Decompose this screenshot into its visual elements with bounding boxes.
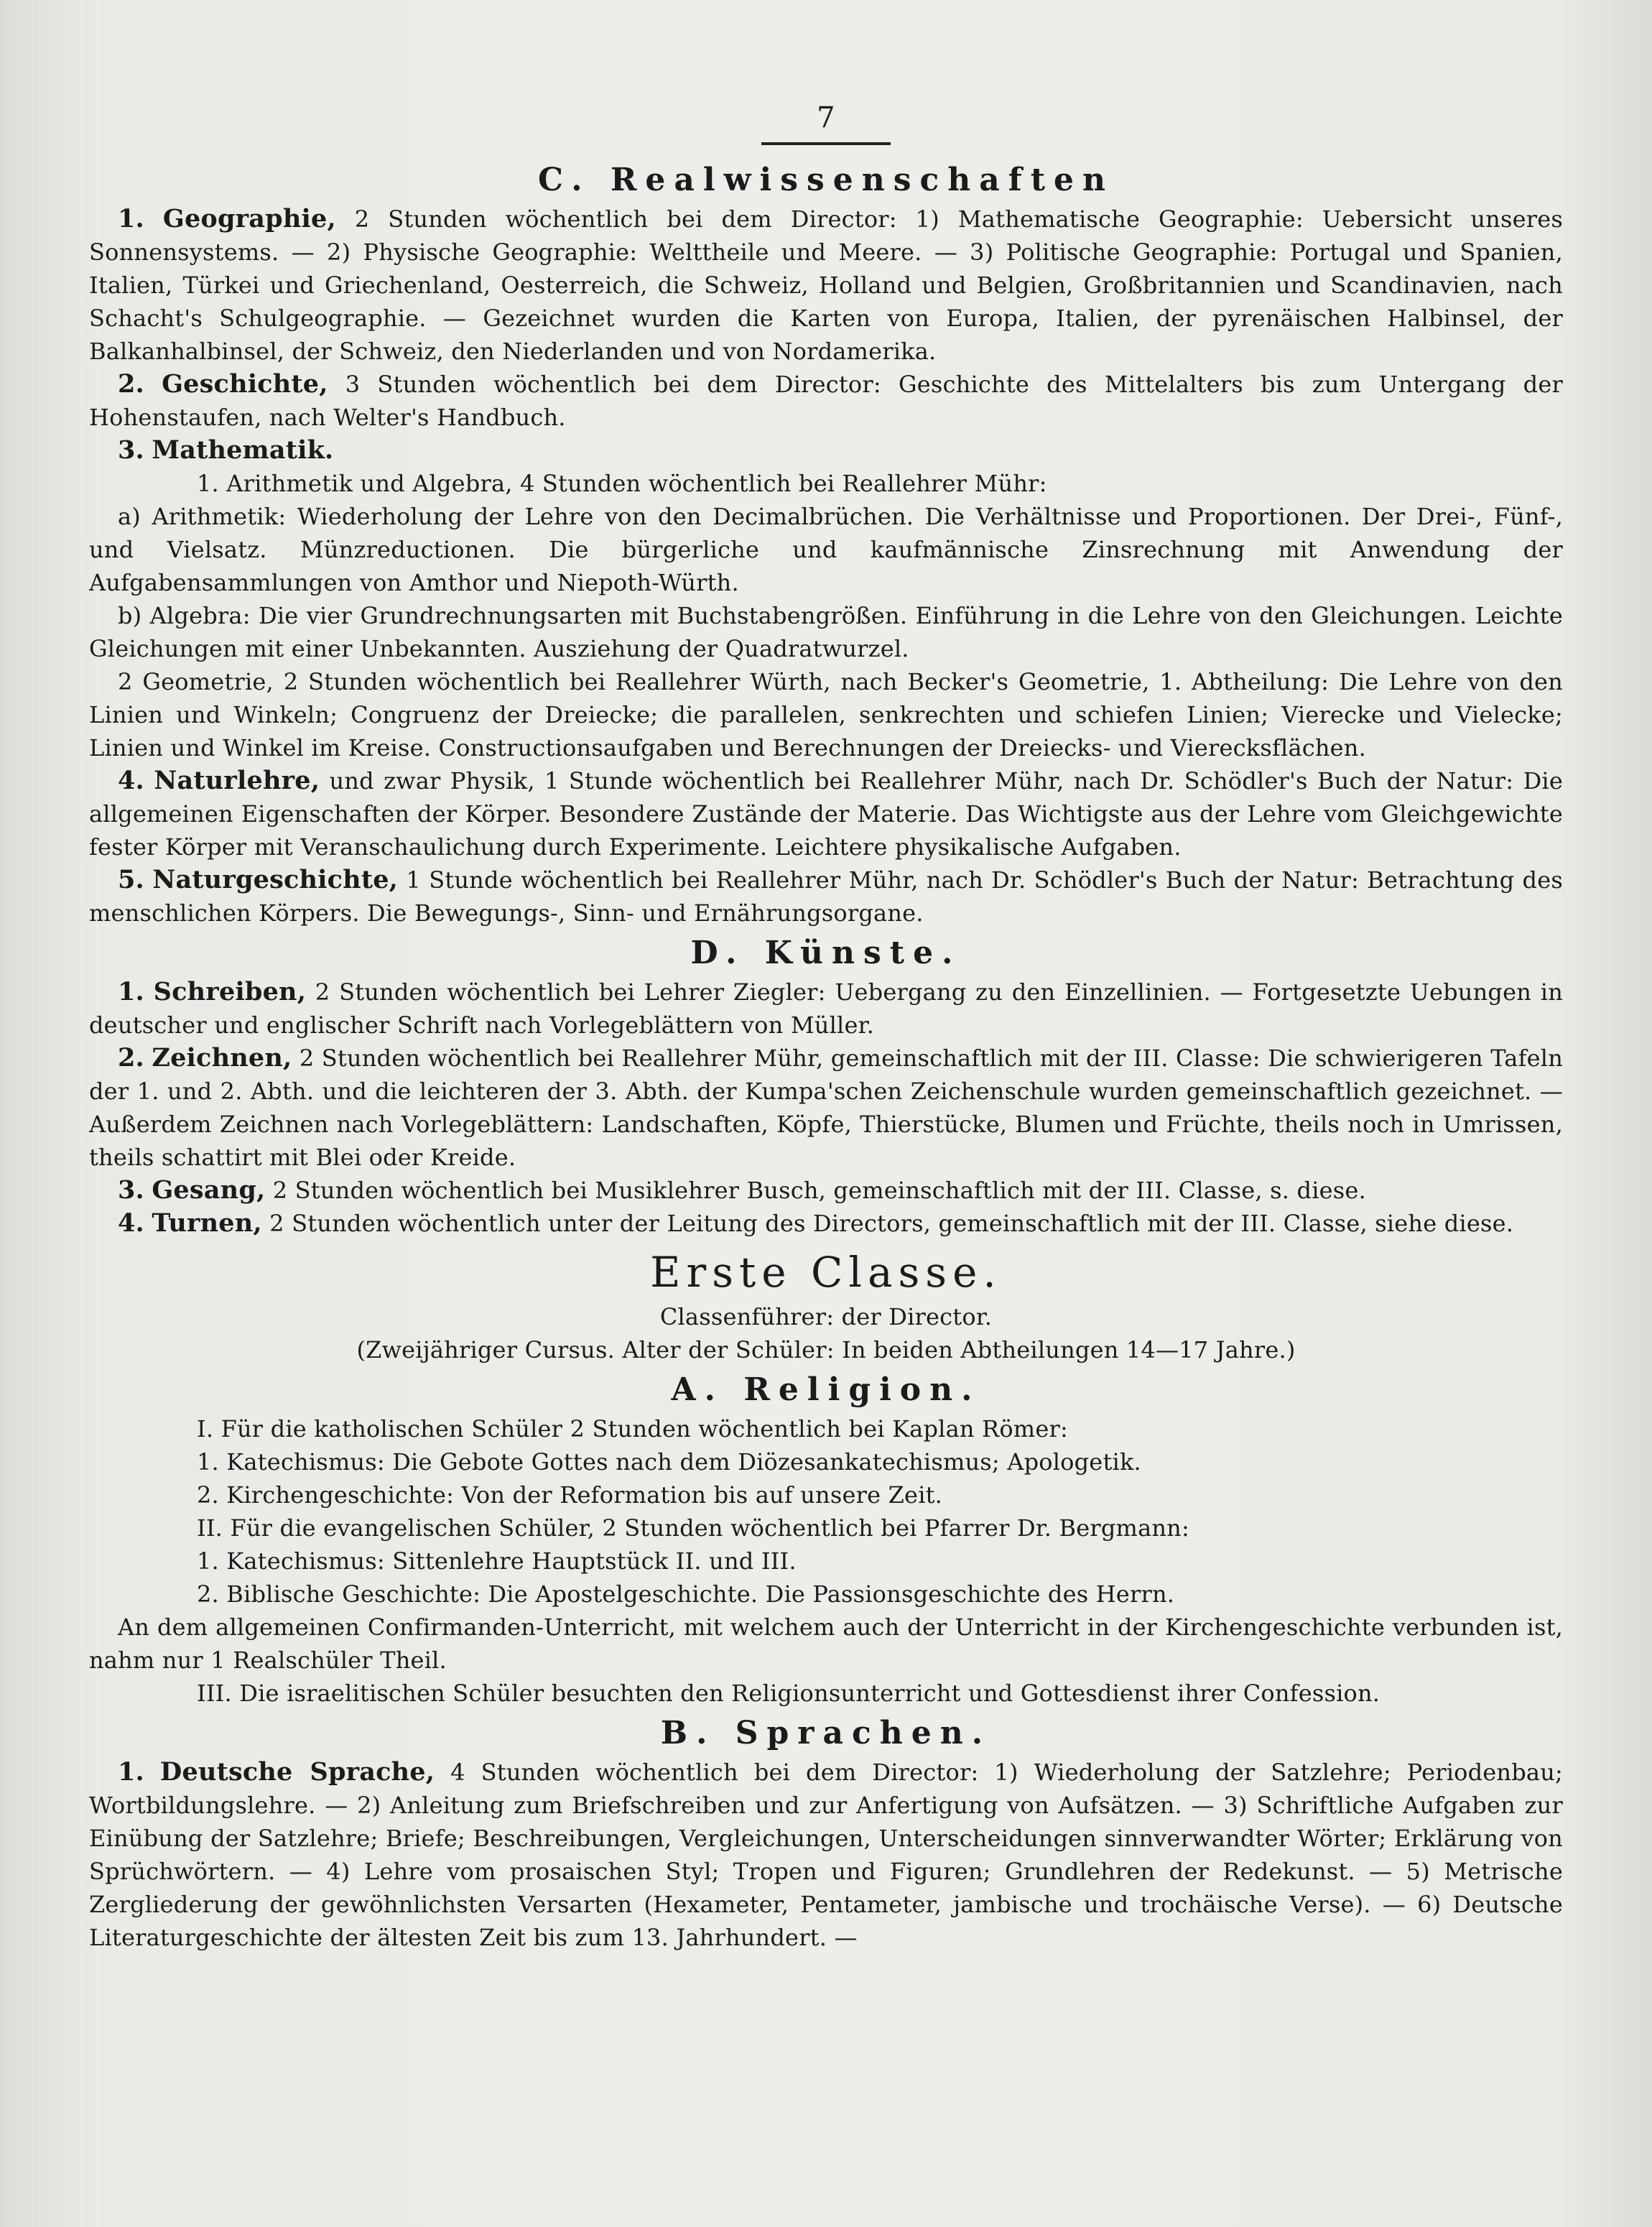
paragraph-text: 2 Stunden wöchentlich bei Musiklehrer Busch, gemeinschaftlich mit der III. Classe, s. diese. xyxy=(265,1177,1366,1204)
subject-title: Zeichnen, xyxy=(152,1043,292,1073)
paragraph xyxy=(89,1511,1563,1545)
item-number: 3. xyxy=(118,435,144,465)
paragraph xyxy=(89,1412,1563,1445)
paragraph-text: 2 Stunden wöchentlich bei dem Director: 1) Mathematische Geographie: Uebersicht unseres Sonnensystems. — 2) Physische Geographie: Welttheile und Meere. — 3) Politische Geographie: Portugal und Spanien, Italien, Türkei und Griechenland, Oesterreich, die Schweiz, Holland und Belgien, Großbritannien und Scandinavien, nach Schacht's Schulgeographie. — Gezeichnet wurden die Karten von Europa, Italien, der pyrenäischen Halbinsel, der Balkanhalbinsel, der Schweiz, den Niederlanden und von Nordamerika. xyxy=(89,205,1563,365)
paragraph xyxy=(89,1545,1563,1578)
subject-title: Mathematik. xyxy=(152,435,334,465)
section-heading: D. Künste. xyxy=(690,935,962,971)
paragraph xyxy=(89,665,1563,764)
paragraph xyxy=(89,1207,1563,1240)
paragraph-text: 2 Stunden wöchentlich unter der Leitung des Directors, gemeinschaftlich mit der III. Classe, siehe diese. xyxy=(261,1210,1514,1237)
paragraph xyxy=(89,1478,1563,1511)
paragraph xyxy=(89,1756,1563,1954)
paragraph-text: III. Die israelitischen Schüler besuchten den Religionsunterricht und Gottesdienst ihrer Confession. xyxy=(197,1680,1380,1707)
paragraph-text: I. Für die katholischen Schüler 2 Stunden wöchentlich bei Kaplan Römer: xyxy=(197,1415,1068,1443)
paragraph-text: 2 Stunden wöchentlich bei Lehrer Ziegler: Uebergang zu den Einzellinien. — Fortgesetzte Uebungen in deutscher und englischer Schrift nach Vorlegeblättern von Müller. xyxy=(89,978,1564,1039)
paragraph xyxy=(89,467,1563,500)
paragraph-text: 3 Stunden wöchentlich bei dem Director: Geschichte des Mittelalters bis zum Untergang der Hohenstaufen, nach Welter's Handbuch. xyxy=(89,371,1564,431)
paragraph-text: II. Für die evangelischen Schüler, 2 Stunden wöchentlich bei Pfarrer Dr. Bergmann: xyxy=(197,1514,1189,1542)
paragraph xyxy=(89,203,1563,368)
section-heading: C. Realwissenschaften xyxy=(537,162,1115,198)
page-number: 7 xyxy=(817,101,835,134)
subject-title: Naturgeschichte, xyxy=(152,865,399,894)
paragraph xyxy=(89,764,1563,864)
paragraph-text: b) Algebra: Die vier Grundrechnungsarten mit Buchstabengrößen. Einführung in die Lehre von den Gleichungen. Leichte Gleichungen mit einer Unbekannten. Ausziehung der Quadratwurzel. xyxy=(89,602,1563,662)
paragraph xyxy=(89,1042,1563,1174)
section-heading: B. Sprachen. xyxy=(660,1715,992,1751)
item-number: 4. xyxy=(118,766,144,795)
paragraph-text: 1. Katechismus: Sittenlehre Hauptstück II. und III. xyxy=(197,1547,797,1575)
paragraph-text: An dem allgemeinen Confirmanden-Unterricht, mit welchem auch der Unterricht in der Kirchengeschichte verbunden ist, nahm nur 1 Realschüler Theil. xyxy=(89,1613,1563,1674)
paragraph-text: a) Arithmetik: Wiederholung der Lehre von den Decimalbrüchen. Die Verhältnisse und Proportionen. Der Drei-, Fünf-, und Vielsatz. Münzreductionen. Die bürgerliche und kaufmännische Zinsrechnung mit Anwendung der Aufgabensammlungen von Amthor und Niepoth-Würth. xyxy=(89,503,1563,596)
item-number: 2. xyxy=(118,1043,144,1073)
item-number: 4. xyxy=(118,1208,144,1238)
paragraph-text: 2. Kirchengeschichte: Von der Reformation bis auf unsere Zeit. xyxy=(197,1481,943,1509)
header-rule xyxy=(761,142,891,145)
paragraph xyxy=(89,434,1563,467)
paragraph-text: 4 Stunden wöchentlich bei dem Director: 1) Wiederholung der Satzlehre; Periodenbau; Wortbildungslehre. — 2) Anleitung zum Briefschreiben und zur Anfertigung von Aufsätzen. — 3) Schriftliche Aufgaben zur Einübung der Satzlehre; Briefe; Beschreibungen, Vergleichungen, Unterscheidungen sinnverwandter Wörter; Erklärung von Sprüchwörtern. — 4) Lehre vom prosaischen Styl; Tropen und Figuren; Grundlehren der Redekunst. — 5) Metrische Zergliederung der gewöhnlichsten Versarten (Hexameter, Pentameter, jambische und trochäische Verse). — 6) Deutsche Literaturgeschichte der ältesten Zeit bis zum 13. Jahrhundert. — xyxy=(89,1759,1563,1951)
paragraph xyxy=(89,1174,1563,1207)
paragraph xyxy=(89,1578,1563,1611)
paragraph-text: 2. Biblische Geschichte: Die Apostelgeschichte. Die Passionsgeschichte des Herrn. xyxy=(197,1580,1175,1608)
section-heading: A. Religion. xyxy=(671,1371,981,1408)
paragraph-text: 1. Katechismus: Die Gebote Gottes nach dem Diözesankatechismus; Apologetik. xyxy=(197,1448,1141,1476)
item-number: 2. xyxy=(118,369,144,399)
item-number: 5. xyxy=(118,865,144,894)
subject-title: Gesang, xyxy=(152,1175,266,1205)
centered-line: (Zweijähriger Cursus. Alter der Schüler: In beiden Abtheilungen 14—17 Jahre.) xyxy=(356,1336,1296,1363)
paragraph xyxy=(89,500,1563,599)
subject-title: Turnen, xyxy=(152,1208,262,1238)
paragraph-text: 2 Geometrie, 2 Stunden wöchentlich bei Reallehrer Würth, nach Becker's Geometrie, 1. Abtheilung: Die Lehre von den Linien und Winkeln; Congruenz der Dreiecke; die parallelen, senkrechten und schiefen Linien; Vierecke und Vielecke; Linien und Winkel im Kreise. Constructionsaufgaben und Berechnungen der Dreiecks- und Vierecksflächen. xyxy=(89,668,1563,761)
paragraph xyxy=(89,1611,1563,1677)
paragraph xyxy=(89,368,1563,434)
paragraph xyxy=(89,864,1563,930)
paragraph-text: 1. Arithmetik und Algebra, 4 Stunden wöchentlich bei Reallehrer Mühr: xyxy=(197,470,1047,497)
paragraph xyxy=(89,599,1563,665)
item-number: 3. xyxy=(118,1175,144,1205)
item-number: 1. xyxy=(118,977,144,1006)
paragraph xyxy=(89,976,1563,1042)
paragraph-text: 2 Stunden wöchentlich bei Reallehrer Mühr, gemeinschaftlich mit der III. Classe: Die schwierigeren Tafeln der 1. und 2. Abth. und die leichteren der 3. Abth. der Kumpa'schen Zeichenschule wurden gemeinschaftlich gezeichnet. — Außerdem Zeichnen nach Vorlegeblättern: Landschaften, Köpfe, Thierstücke, Blumen und Früchte, theils noch in Umrissen, theils schattirt mit Blei oder Kreide. xyxy=(89,1045,1563,1171)
class-title: Erste Classe. xyxy=(650,1248,1002,1297)
text-column xyxy=(89,101,1563,1954)
centered-line: Classenführer: der Director. xyxy=(659,1303,993,1330)
subject-title: Naturlehre, xyxy=(154,766,320,795)
subject-title: Geschichte, xyxy=(162,369,328,399)
paragraph-text: 1 Stunde wöchentlich bei Reallehrer Mühr, nach Dr. Schödler's Buch der Natur: Betrachtung des menschlichen Körpers. Die Bewegungs-, Sinn- und Ernährungsorgane. xyxy=(89,866,1563,927)
subject-title: Deutsche Sprache, xyxy=(159,1757,435,1787)
subject-title: Schreiben, xyxy=(153,977,307,1006)
paragraph xyxy=(89,1445,1563,1478)
paragraph-text: und zwar Physik, 1 Stunde wöchentlich bei Reallehrer Mühr, nach Dr. Schödler's Buch der Natur: Die allgemeinen Eigenschaften der Körper. Besondere Zustände der Materie. Das Wichtigste aus der Lehre vom Gleichgewichte fester Körper mit Veranschaulichung durch Experimente. Leichtere physikalische Aufgaben. xyxy=(89,767,1563,861)
subject-title: Geographie, xyxy=(162,204,336,233)
item-number: 1. xyxy=(118,204,144,233)
paragraph xyxy=(89,1677,1563,1710)
item-number: 1. xyxy=(118,1757,144,1787)
